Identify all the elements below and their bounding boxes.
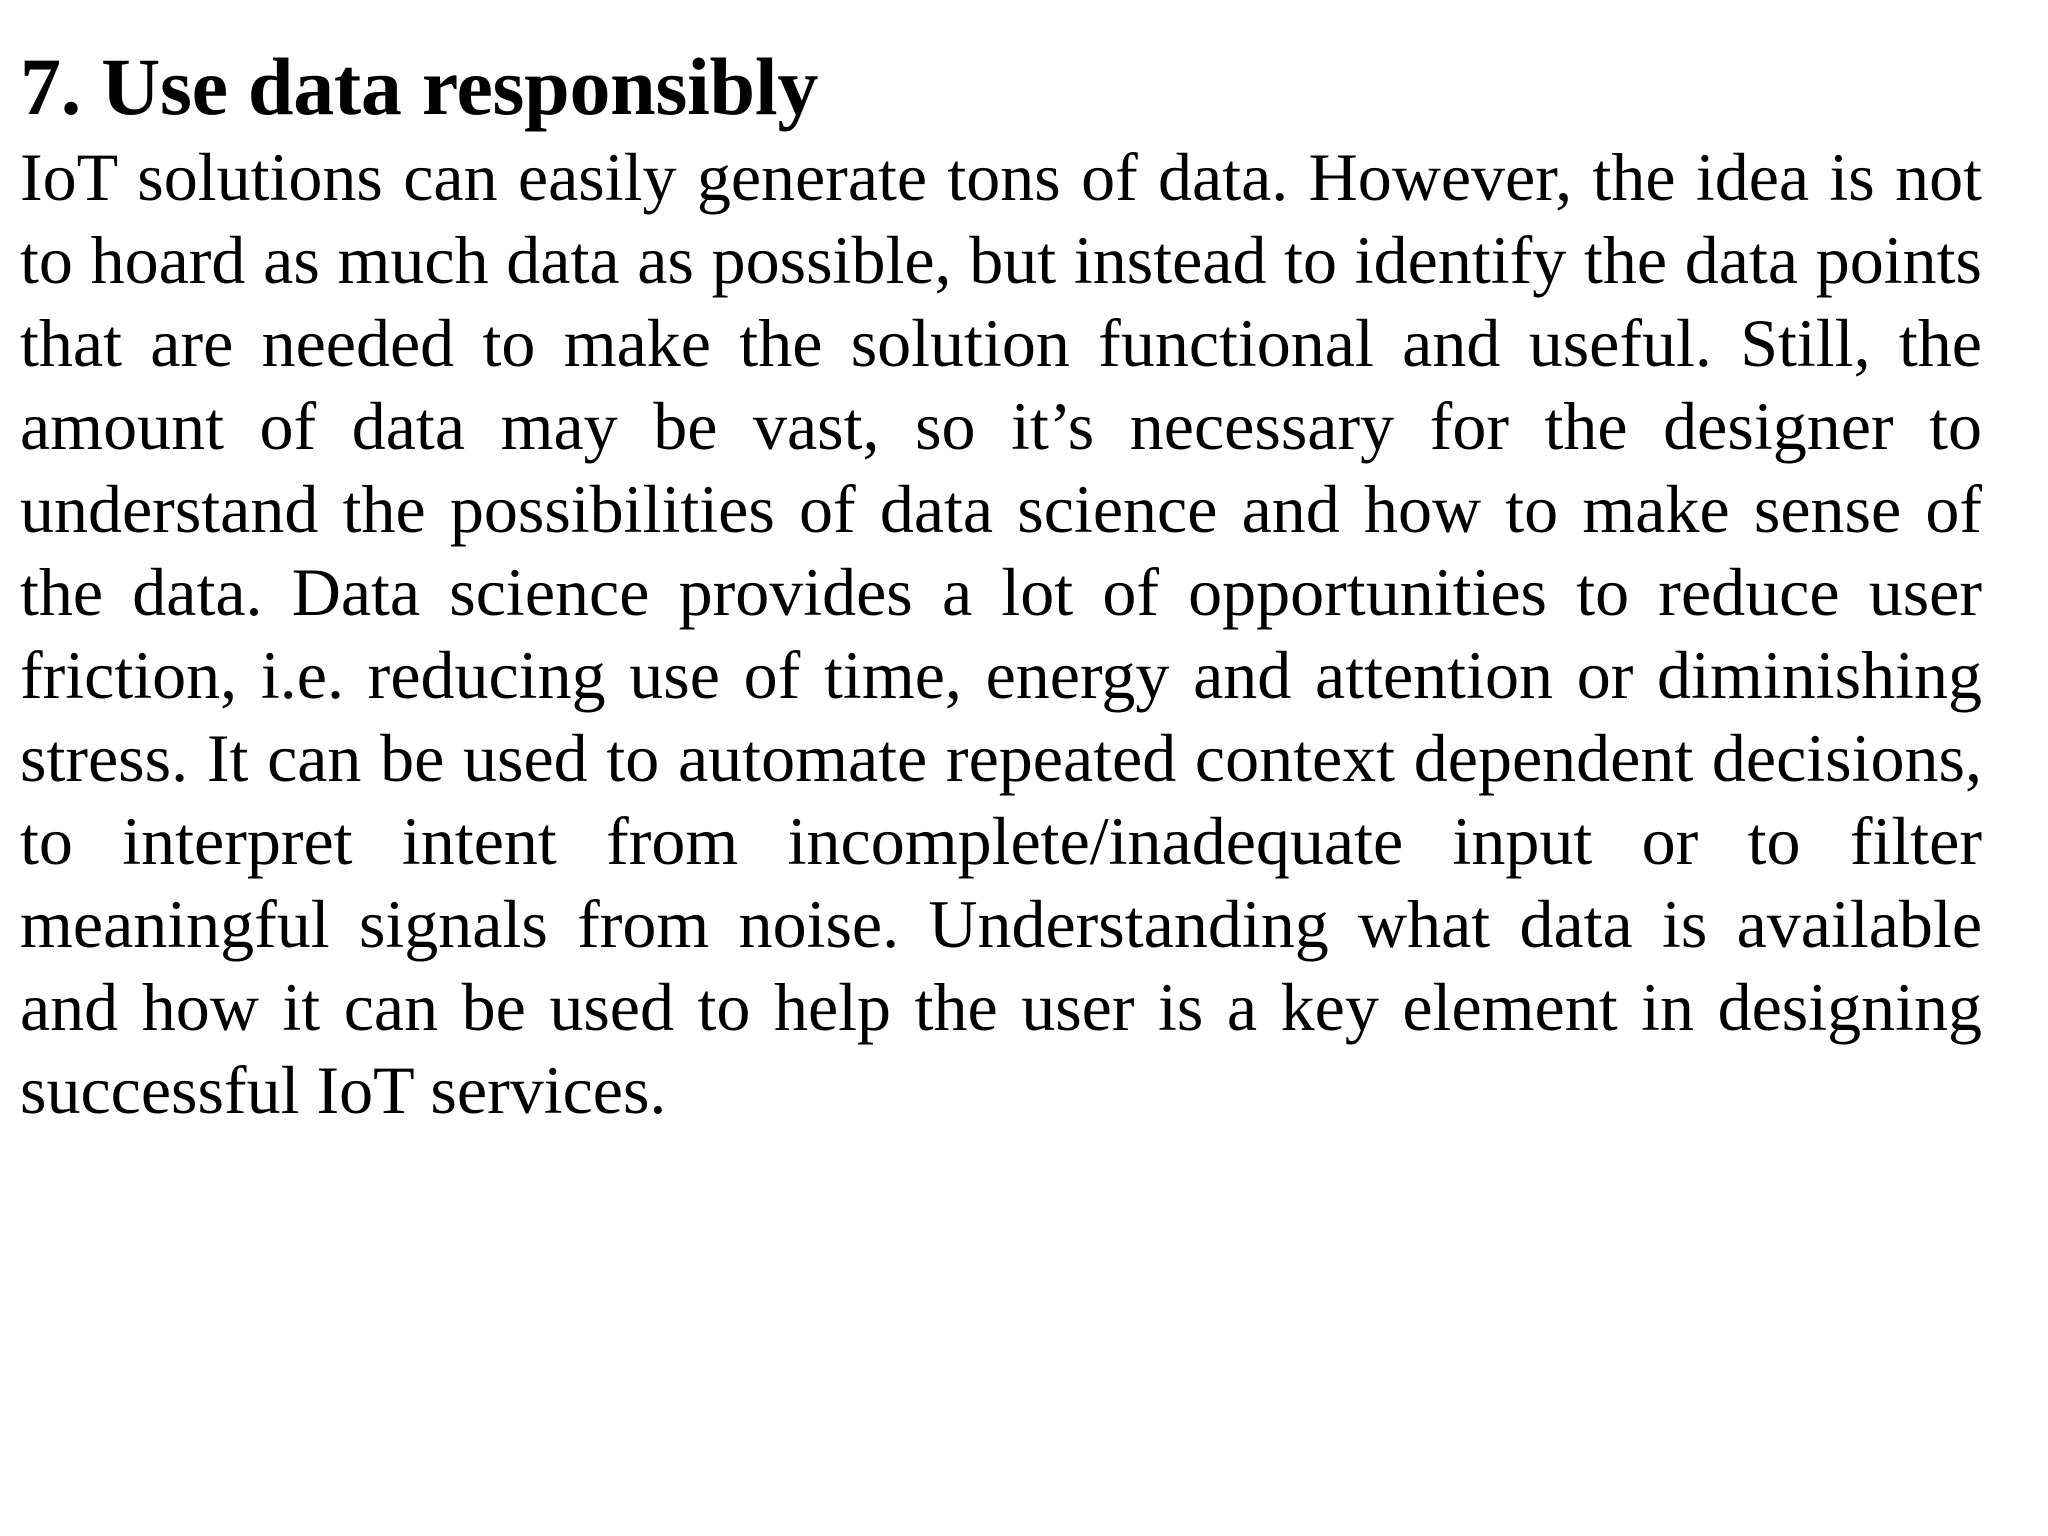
body-paragraph: IoT solutions can easily generate tons of data. However, the idea is not to hoard as much data as possible, but instead to identify the data points that are needed to make the solution functional and useful. Still, the amount of data may be vast, so it’s necessary for the designer to understand the possibilities of data science and how to make sense of the data. Data science provides a lot of opportunities to reduce user friction, i.e. reducing use of time, energy and attention or diminishing stress. It can be used to automate repeated context dependent decisions, to interpret intent from incomplete/inadequate input or to filter meaningful signals from noise. Understanding what data is available and how it can be used to help the user is a key element in designing successful IoT services. <box>20 139 1982 1128</box>
document-page <box>20 41 1982 1132</box>
section-heading: 7. Use data responsibly <box>20 41 819 132</box>
